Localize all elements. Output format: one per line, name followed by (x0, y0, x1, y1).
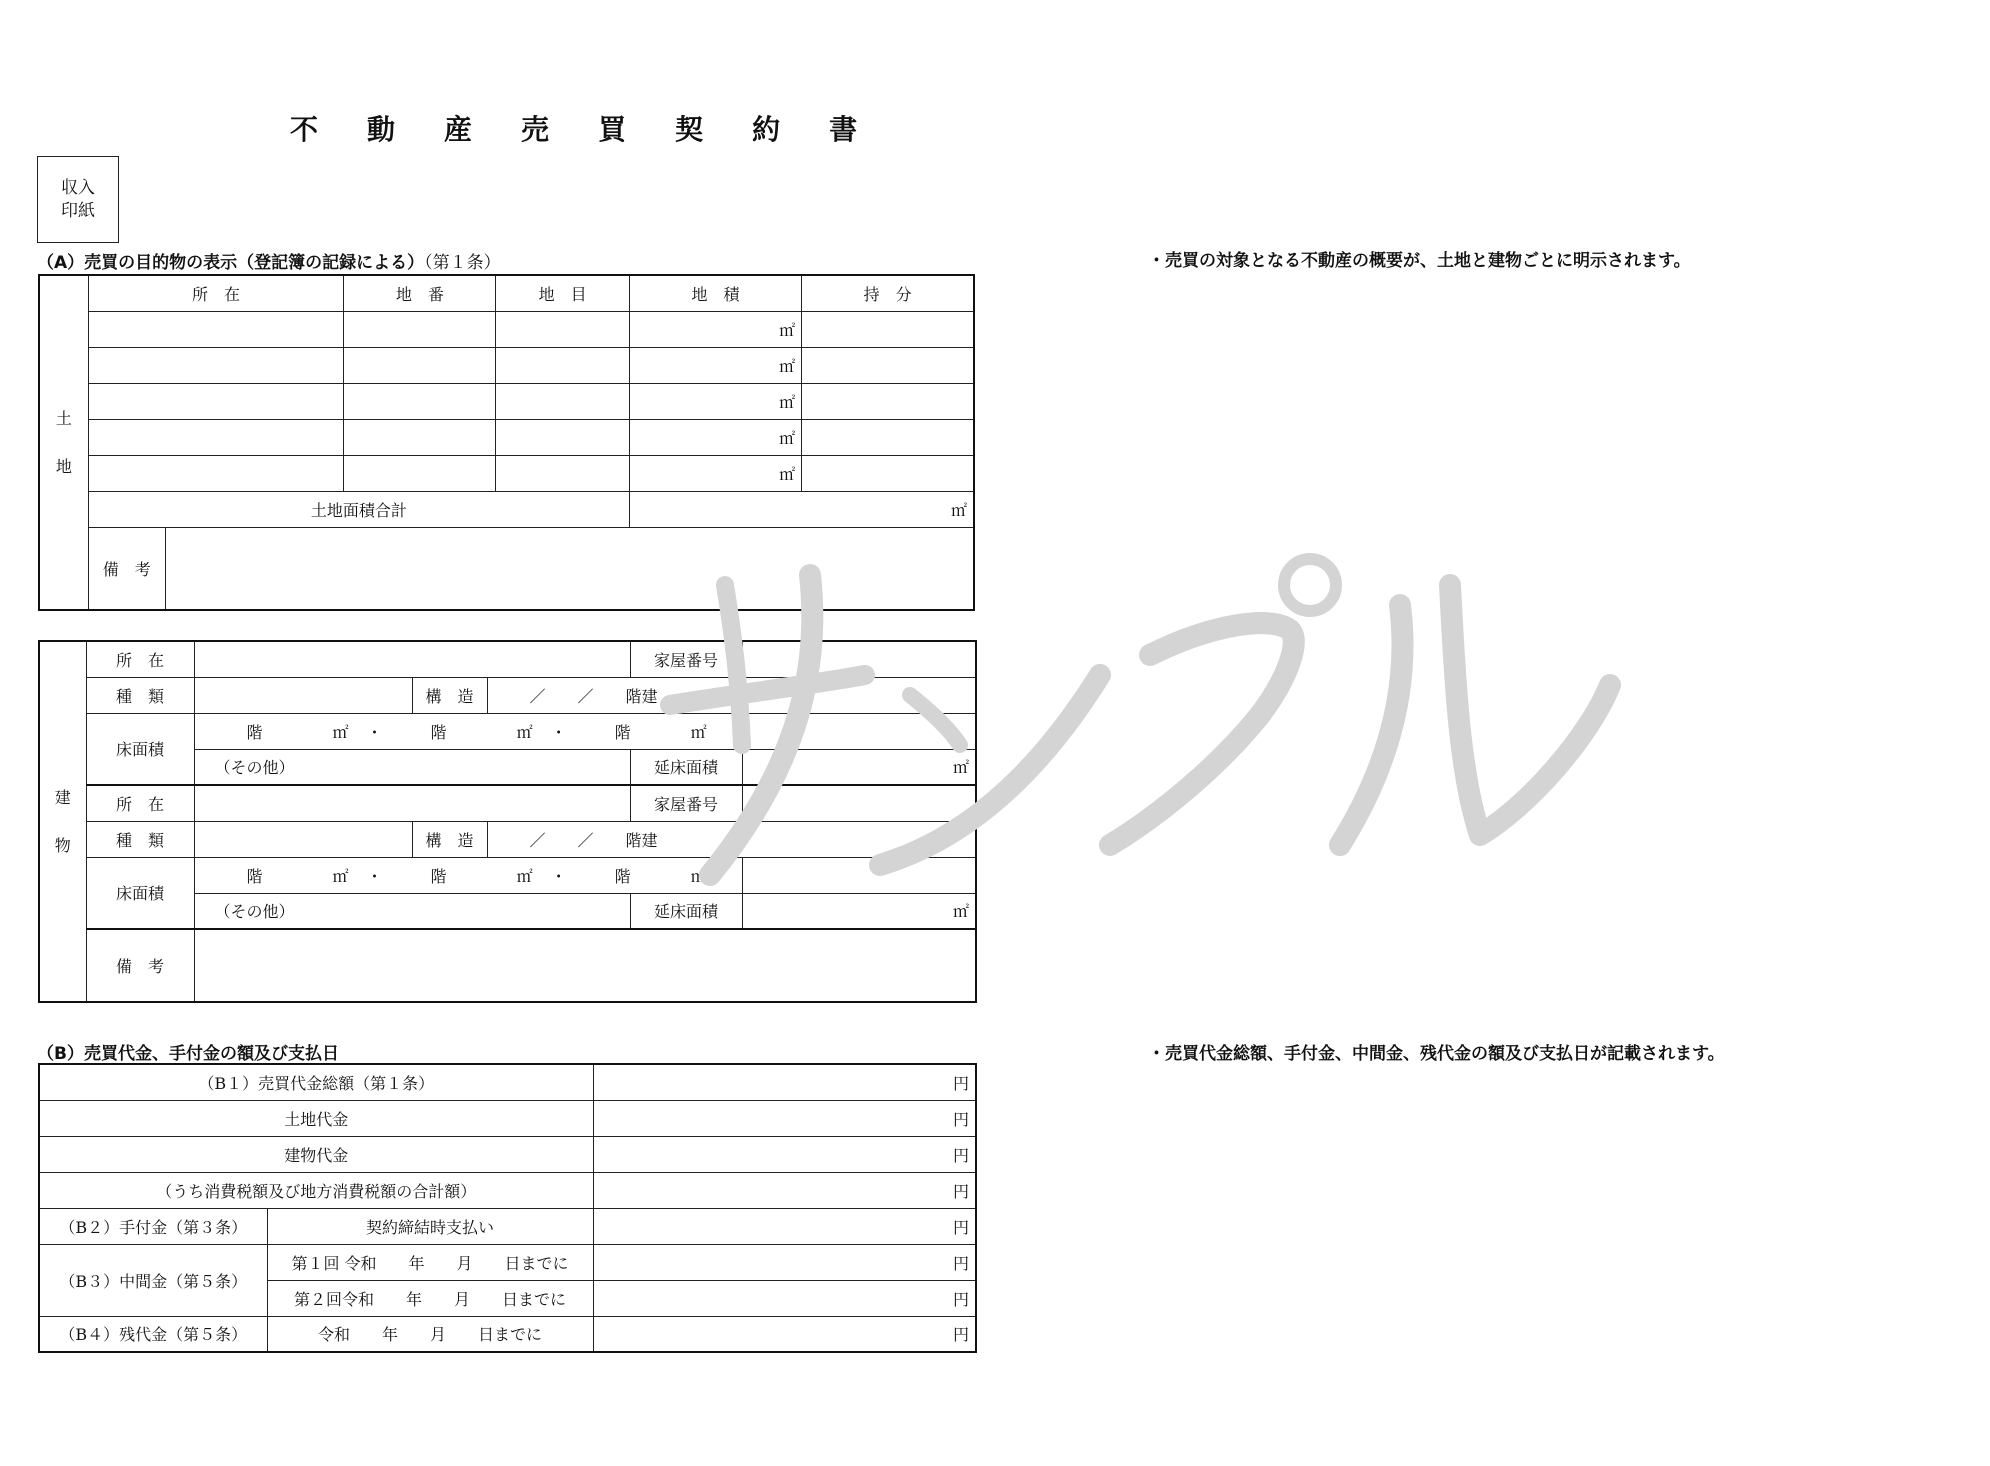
building-kind-field[interactable] (194, 677, 412, 713)
b2-desc: 契約締結時支払い (267, 1208, 593, 1244)
house-number-field[interactable] (742, 785, 976, 821)
land-price-label: 土地代金 (39, 1100, 593, 1136)
land-row (39, 455, 974, 491)
yen-unit: 円 (953, 1325, 970, 1345)
separator-dot: ・ (366, 866, 383, 886)
floor-text: 階 (430, 866, 447, 886)
land-remarks-field[interactable] (165, 527, 974, 610)
land-price-field[interactable] (593, 1100, 976, 1136)
land-remarks-label: 備 考 (88, 527, 165, 610)
yen-unit: 円 (953, 1253, 970, 1273)
yen-unit: 円 (953, 1109, 970, 1129)
payment-table (38, 1063, 977, 1353)
sqm-unit: ㎡ (690, 866, 707, 886)
land-lot-field[interactable] (344, 419, 496, 455)
land-remarks-row (39, 527, 974, 610)
floor-text: 階 (430, 722, 447, 742)
sqm-unit: ㎡ (950, 500, 967, 520)
col-lot-header: 地 番 (344, 275, 496, 311)
structure-field[interactable]: ／ ／ 階建 (487, 821, 976, 857)
land-category-field[interactable] (496, 455, 629, 491)
building-remarks-field[interactable] (194, 929, 976, 1002)
other-label: （その他） (214, 758, 295, 778)
sqm-unit: ㎡ (516, 866, 533, 886)
b2-label: （B２）手付金（第３条） (39, 1208, 267, 1244)
floor-area-field[interactable] (194, 857, 742, 893)
building-kind-field[interactable] (194, 821, 412, 857)
sqm-unit: ㎡ (690, 722, 707, 742)
total-floor-area-field[interactable] (742, 893, 976, 929)
land-share-field[interactable] (802, 347, 974, 383)
land-total-row (39, 491, 974, 527)
land-area-field[interactable] (629, 347, 801, 383)
building-price-field[interactable] (593, 1136, 976, 1172)
b1-total-field[interactable] (593, 1064, 976, 1100)
land-side-label (39, 275, 88, 610)
land-row (39, 311, 974, 347)
land-category-field[interactable] (496, 311, 629, 347)
title-char: 買 (598, 113, 627, 146)
floor-text: 階 (246, 722, 263, 742)
revenue-stamp-box (37, 156, 119, 243)
yen-unit: 円 (953, 1181, 970, 1201)
b3-first-desc: 第１回 令和 年 月 日までに (267, 1244, 593, 1280)
building-side-char: 建 (54, 787, 71, 807)
section-a-note: ・売買の対象となる不動産の概要が、土地と建物ごとに明示されます。 (1148, 251, 1691, 271)
building-location-field[interactable] (194, 785, 630, 821)
building-location-label: 所 在 (86, 641, 194, 677)
land-row (39, 347, 974, 383)
b4-label: （B４）残代金（第５条） (39, 1316, 267, 1352)
title-char: 動 (367, 113, 396, 146)
land-total-field[interactable] (629, 491, 974, 527)
b3-second-field[interactable] (593, 1280, 976, 1316)
b4-desc: 令和 年 月 日までに (267, 1316, 593, 1352)
col-location-header: 所 在 (88, 275, 343, 311)
sqm-unit: ㎡ (779, 464, 796, 484)
b4-field[interactable] (593, 1316, 976, 1352)
land-lot-field[interactable] (344, 383, 496, 419)
total-floor-area-label: 延床面積 (630, 893, 742, 929)
floor-text: 階 (246, 866, 263, 886)
section-a-heading (37, 248, 501, 273)
building-table (38, 640, 977, 1003)
col-category-header: 地 目 (496, 275, 629, 311)
land-share-field[interactable] (802, 311, 974, 347)
sqm-unit: ㎡ (516, 722, 533, 742)
floor-area-label: 床面積 (86, 857, 194, 929)
stamp-label-line2: 印紙 (61, 200, 95, 221)
land-location-field[interactable] (88, 455, 343, 491)
separator-dot: ・ (550, 866, 567, 886)
b1-total-label: （B１）売買代金総額（第１条） (39, 1064, 593, 1100)
land-category-field[interactable] (496, 383, 629, 419)
floor-text: 階 (614, 722, 631, 742)
b2-field[interactable] (593, 1208, 976, 1244)
col-share-header: 持 分 (802, 275, 974, 311)
sqm-unit: ㎡ (779, 320, 796, 340)
building-remarks-label: 備 考 (86, 929, 194, 1002)
land-location-field[interactable] (88, 311, 343, 347)
land-table (38, 274, 975, 611)
sqm-unit: ㎡ (953, 758, 970, 778)
sqm-unit: ㎡ (953, 902, 970, 922)
yen-unit: 円 (953, 1289, 970, 1309)
house-number-field[interactable] (742, 641, 976, 677)
sqm-unit: ㎡ (779, 356, 796, 376)
yen-unit: 円 (953, 1073, 970, 1093)
building-kind-label: 種 類 (86, 821, 194, 857)
sqm-unit: ㎡ (779, 428, 796, 448)
section-b-heading: （B）売買代金、手付金の額及び支払日 (37, 1044, 339, 1064)
yen-unit: 円 (953, 1217, 970, 1237)
land-side-char: 地 (55, 456, 72, 476)
floor-area-label: 床面積 (86, 713, 194, 785)
separator-dot: ・ (366, 722, 383, 742)
other-field[interactable] (194, 893, 630, 929)
land-share-field[interactable] (802, 383, 974, 419)
house-number-label: 家屋番号 (630, 641, 742, 677)
floor-text: 階 (614, 866, 631, 886)
structure-label: 構 造 (412, 677, 487, 713)
title-char: 不 (290, 113, 319, 146)
land-area-field[interactable] (629, 311, 801, 347)
land-share-field[interactable] (802, 419, 974, 455)
land-location-field[interactable] (88, 419, 343, 455)
building-side-char: 物 (54, 835, 71, 855)
section-a-article: （第１条） (424, 253, 501, 273)
sqm-unit: ㎡ (779, 392, 796, 412)
land-side-char: 土 (55, 408, 72, 428)
land-lot-field[interactable] (344, 347, 496, 383)
floor-area-extra-field[interactable] (742, 857, 976, 893)
building-kind-label: 種 類 (86, 677, 194, 713)
b3-second-desc: 第２回令和 年 月 日までに (267, 1280, 593, 1316)
floor-area-extra-field[interactable] (742, 713, 976, 749)
section-a-title: （A）売買の目的物の表示（登記簿の記録による） (37, 253, 425, 273)
title-char: 約 (752, 113, 781, 146)
land-area-field[interactable] (629, 383, 801, 419)
house-number-label: 家屋番号 (630, 785, 742, 821)
building-remarks-row (39, 929, 976, 1002)
total-floor-area-field[interactable] (742, 749, 976, 785)
yen-unit: 円 (953, 1145, 970, 1165)
building-side-label (39, 641, 86, 1002)
land-area-field[interactable] (629, 419, 801, 455)
building-price-label: 建物代金 (39, 1136, 593, 1172)
col-area-header: 地 積 (629, 275, 801, 311)
land-location-field[interactable] (88, 383, 343, 419)
other-label: （その他） (214, 902, 295, 922)
building-location-label: 所 在 (86, 785, 194, 821)
sqm-unit: ㎡ (332, 866, 349, 886)
building-location-field[interactable] (194, 641, 630, 677)
title-char: 契 (675, 113, 704, 146)
total-floor-area-label: 延床面積 (630, 749, 742, 785)
stamp-label-line1: 収入 (61, 177, 95, 198)
b3-first-field[interactable] (593, 1244, 976, 1280)
land-category-field[interactable] (496, 419, 629, 455)
structure-label: 構 造 (412, 821, 487, 857)
title-char: 売 (521, 113, 550, 146)
tax-label: （うち消費税額及び地方消費税額の合計額） (39, 1172, 593, 1208)
land-lot-field[interactable] (344, 455, 496, 491)
document-title (290, 108, 890, 148)
land-area-field[interactable] (629, 455, 801, 491)
other-field[interactable] (194, 749, 630, 785)
floor-area-field[interactable] (194, 713, 742, 749)
b3-label: （B３）中間金（第５条） (39, 1244, 267, 1316)
land-lot-field[interactable] (344, 311, 496, 347)
title-char: 書 (829, 113, 858, 146)
sqm-unit: ㎡ (332, 722, 349, 742)
land-category-field[interactable] (496, 347, 629, 383)
structure-field[interactable]: ／ ／ 階建 (487, 677, 976, 713)
title-char: 産 (444, 113, 473, 146)
land-total-label: 土地面積合計 (88, 491, 629, 527)
land-row (39, 383, 974, 419)
land-location-field[interactable] (88, 347, 343, 383)
section-b-note: ・売買代金総額、手付金、中間金、残代金の額及び支払日が記載されます。 (1148, 1044, 1725, 1064)
land-row (39, 419, 974, 455)
tax-field[interactable] (593, 1172, 976, 1208)
separator-dot: ・ (550, 722, 567, 742)
land-share-field[interactable] (802, 455, 974, 491)
